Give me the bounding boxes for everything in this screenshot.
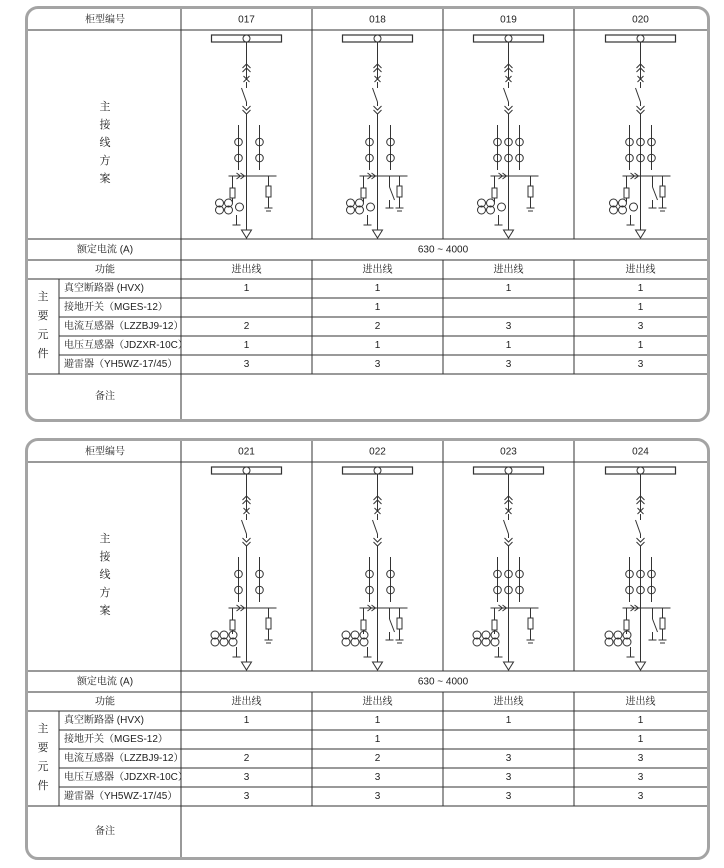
function-label: 功能 <box>95 696 115 708</box>
component-qty: 3 <box>637 791 644 803</box>
main-parts-label-char: 要 <box>37 309 49 322</box>
component-qty: 3 <box>505 772 512 784</box>
component-name: 避雷器（YH5WZ-17/45） <box>64 791 178 803</box>
breaker-blade <box>242 520 247 534</box>
main-parts-label-char: 要 <box>37 741 49 754</box>
breaker-blade <box>504 88 509 102</box>
component-name: 避雷器（YH5WZ-17/45） <box>64 359 178 371</box>
scheme-label-char: 方 <box>99 586 111 599</box>
plug-in-contact-lower <box>505 538 513 546</box>
pt-fuse <box>230 188 235 198</box>
single-line-diagram <box>473 467 544 670</box>
plug-in-contact-lower <box>243 106 251 114</box>
function-value: 进出线 <box>493 264 524 276</box>
single-line-diagram <box>474 35 544 238</box>
rated-current-label: 额定电流 (A) <box>76 676 134 688</box>
main-parts-label-char: 主 <box>37 722 49 735</box>
surge-arrester <box>528 618 533 629</box>
main-parts-label-char: 元 <box>37 328 49 341</box>
rated-current-label: 额定电流 (A) <box>76 244 134 256</box>
component-qty: 1 <box>243 340 250 352</box>
single-line-diagram <box>212 35 282 238</box>
cable-terminal-icon <box>242 662 252 670</box>
component-qty: 3 <box>637 753 644 765</box>
component-qty: 1 <box>374 340 381 352</box>
scheme-label-char: 案 <box>99 172 111 185</box>
component-qty: 3 <box>243 791 250 803</box>
component-qty: 3 <box>637 772 644 784</box>
component-qty: 1 <box>374 734 381 746</box>
component-qty: 1 <box>243 283 250 295</box>
component-qty: 1 <box>637 302 644 314</box>
surge-arrester <box>660 618 665 629</box>
scheme-label-char: 主 <box>99 100 111 113</box>
scheme-label-char: 方 <box>99 154 111 167</box>
function-value: 进出线 <box>493 696 524 708</box>
function-value: 进出线 <box>625 264 656 276</box>
voltage-transformer <box>236 203 244 211</box>
rated-current-value: 630 ~ 4000 <box>417 244 469 256</box>
function-value: 进出线 <box>625 696 656 708</box>
single-line-diagram <box>605 467 676 670</box>
breaker-blade <box>636 520 641 534</box>
voltage-transformer <box>498 203 506 211</box>
surge-arrester <box>660 186 665 197</box>
component-qty: 1 <box>374 283 381 295</box>
plug-in-contact-lower <box>374 538 382 546</box>
main-parts-label-char: 元 <box>37 760 49 773</box>
scheme-label-char: 接 <box>99 550 111 563</box>
switchgear-table-017-020 <box>25 6 710 422</box>
scheme-label-char: 线 <box>99 136 111 149</box>
component-qty: 3 <box>374 772 381 784</box>
component-qty: 1 <box>505 283 512 295</box>
component-qty: 2 <box>374 321 381 333</box>
bus-contact-circle <box>243 467 250 474</box>
switchgear-table-021-024 <box>25 438 710 860</box>
table <box>28 441 707 857</box>
component-qty: 3 <box>374 791 381 803</box>
scheme-label-char: 接 <box>99 118 111 131</box>
component-name: 接地开关（MGES-12） <box>64 302 168 314</box>
component-qty: 3 <box>505 321 512 333</box>
bus-contact-circle <box>637 467 644 474</box>
scheme-label-char: 线 <box>99 568 111 581</box>
voltage-transformer <box>630 203 638 211</box>
main-parts-label-char: 件 <box>37 779 49 792</box>
component-qty: 1 <box>505 715 512 727</box>
component-qty: 1 <box>637 715 644 727</box>
component-qty: 2 <box>243 753 250 765</box>
component-qty: 2 <box>374 753 381 765</box>
grounding-switch <box>390 187 395 200</box>
component-name: 真空断路器 (HVX) <box>64 715 144 727</box>
cable-terminal-icon <box>636 662 646 670</box>
breaker-blade <box>373 520 378 534</box>
scheme-label-char: 案 <box>99 604 111 617</box>
surge-arrester <box>266 618 271 629</box>
pt-fuse <box>624 188 629 198</box>
table <box>28 9 707 419</box>
component-qty: 3 <box>505 791 512 803</box>
component-qty: 3 <box>637 321 644 333</box>
plug-in-contact-lower <box>637 106 645 114</box>
plug-in-contact-lower <box>637 538 645 546</box>
single-line-diagram <box>211 467 282 670</box>
pt-fuse <box>230 620 235 630</box>
component-qty: 3 <box>374 359 381 371</box>
function-label: 功能 <box>95 264 115 276</box>
component-name: 接地开关（MGES-12） <box>64 734 168 746</box>
cabinet-id: 019 <box>500 14 517 26</box>
function-value: 进出线 <box>231 264 262 276</box>
voltage-transformer <box>367 203 375 211</box>
pt-fuse <box>624 620 629 630</box>
component-qty: 3 <box>637 359 644 371</box>
pt-fuse <box>492 620 497 630</box>
component-qty: 1 <box>374 715 381 727</box>
component-name: 电流互感器（LZZBJ9-12） <box>64 321 184 333</box>
breaker-blade <box>373 88 378 102</box>
surge-arrester <box>397 186 402 197</box>
cable-terminal-icon <box>373 230 383 238</box>
pt-fuse <box>361 620 366 630</box>
breaker-blade <box>636 88 641 102</box>
bus-contact-circle <box>374 467 381 474</box>
component-qty: 1 <box>637 283 644 295</box>
grounding-switch <box>390 619 395 632</box>
surge-arrester <box>266 186 271 197</box>
component-qty: 1 <box>637 734 644 746</box>
component-qty: 3 <box>505 359 512 371</box>
main-parts-label-char: 件 <box>37 347 49 360</box>
component-qty: 3 <box>505 753 512 765</box>
pt-fuse <box>492 188 497 198</box>
cabinet-id: 020 <box>632 14 649 26</box>
cabinet-id: 021 <box>238 446 255 458</box>
bus-contact-circle <box>505 467 512 474</box>
breaker-blade <box>242 88 247 102</box>
bus-contact-circle <box>505 35 512 42</box>
cable-terminal-icon <box>636 230 646 238</box>
function-value: 进出线 <box>231 696 262 708</box>
surge-arrester <box>528 186 533 197</box>
component-qty: 1 <box>505 340 512 352</box>
component-qty: 2 <box>243 321 250 333</box>
cabinet-id: 017 <box>238 14 255 26</box>
pt-fuse <box>361 188 366 198</box>
single-line-diagram <box>606 35 676 238</box>
table-grid <box>28 9 707 419</box>
bus-contact-circle <box>637 35 644 42</box>
component-qty: 3 <box>243 359 250 371</box>
remarks-label: 备注 <box>95 391 115 403</box>
component-name: 电压互感器（JDZXR-10C） <box>64 772 188 784</box>
grounding-switch <box>653 619 658 632</box>
component-qty: 1 <box>374 302 381 314</box>
component-qty: 3 <box>243 772 250 784</box>
rated-current-value: 630 ~ 4000 <box>417 676 469 688</box>
component-qty: 1 <box>243 715 250 727</box>
breaker-blade <box>504 520 509 534</box>
function-value: 进出线 <box>362 264 393 276</box>
component-name: 真空断路器 (HVX) <box>64 283 144 295</box>
plug-in-contact-lower <box>243 538 251 546</box>
cable-terminal-icon <box>504 662 514 670</box>
cabinet-id: 024 <box>632 446 649 458</box>
function-value: 进出线 <box>362 696 393 708</box>
cabinet-id: 022 <box>369 446 386 458</box>
cable-terminal-icon <box>504 230 514 238</box>
bus-contact-circle <box>243 35 250 42</box>
bus-contact-circle <box>374 35 381 42</box>
cable-terminal-icon <box>373 662 383 670</box>
remarks-label: 备注 <box>95 826 115 838</box>
cabinet-id: 018 <box>369 14 386 26</box>
component-name: 电流互感器（LZZBJ9-12） <box>64 753 184 765</box>
cabinet-id: 023 <box>500 446 517 458</box>
component-qty: 1 <box>637 340 644 352</box>
single-line-diagram <box>342 467 413 670</box>
main-parts-label-char: 主 <box>37 290 49 303</box>
cabinet-no-label: 柜型编号 <box>85 14 125 26</box>
cabinet-no-label: 柜型编号 <box>85 446 125 458</box>
component-name: 电压互感器（JDZXR-10C） <box>64 340 188 352</box>
single-line-diagram <box>343 35 413 238</box>
surge-arrester <box>397 618 402 629</box>
plug-in-contact-lower <box>505 106 513 114</box>
table-grid <box>28 441 707 857</box>
plug-in-contact-lower <box>374 106 382 114</box>
grounding-switch <box>653 187 658 200</box>
cable-terminal-icon <box>242 230 252 238</box>
scheme-label-char: 主 <box>99 532 111 545</box>
